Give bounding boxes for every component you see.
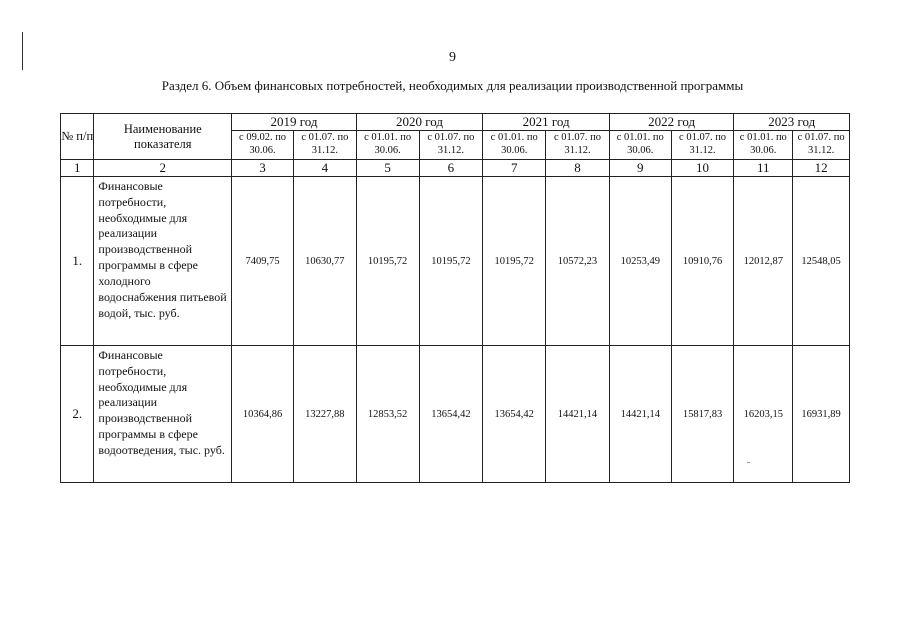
column-number: 9	[609, 160, 671, 177]
header-year: 2022 год	[609, 114, 734, 131]
value-cell: 12548,05	[793, 177, 850, 346]
header-year: 2020 год	[356, 114, 483, 131]
section-title: Раздел 6. Объем финансовых потребностей, необходимых для реализации производственной программы	[161, 78, 744, 93]
value-cell: 14421,14	[609, 346, 671, 483]
header-no: № п/п	[61, 114, 94, 160]
header-year: 2019 год	[232, 114, 357, 131]
header-year: 2023 год	[734, 114, 850, 131]
value-cell: 10253,49	[609, 177, 671, 346]
header-period: с 01.07. по 31.12.	[293, 131, 356, 160]
column-number: 10	[671, 160, 734, 177]
value-cell: 16931,89	[793, 346, 850, 483]
value-cell: 10910,76	[671, 177, 734, 346]
value-cell: 10195,72	[483, 177, 546, 346]
column-number: 2	[94, 160, 232, 177]
row-indicator-name: Финансовые потребности, необходимые для реализации производственной программы в сфере холодного водоснабжения питьевой водой, тыс. руб.	[94, 177, 232, 346]
table-row	[61, 177, 850, 346]
value-cell: 12853,52	[356, 346, 419, 483]
scan-speck	[747, 462, 750, 463]
header-period: с 01.07. по 31.12.	[671, 131, 734, 160]
column-number: 12	[793, 160, 850, 177]
row-number: 2.	[61, 346, 94, 483]
value-cell: 16203,15	[734, 346, 793, 483]
value-cell: 13654,42	[419, 346, 483, 483]
column-number: 5	[356, 160, 419, 177]
value-cell: 10195,72	[356, 177, 419, 346]
column-number: 7	[483, 160, 546, 177]
value-cell: 10630,77	[293, 177, 356, 346]
value-cell: 13654,42	[483, 346, 546, 483]
column-number: 8	[546, 160, 610, 177]
header-period: с 01.01. по 30.06.	[734, 131, 793, 160]
row-indicator-name: Финансовые потребности, необходимые для реализации производственной программы в сфере водоотведения, тыс. руб.	[94, 346, 232, 483]
column-number: 4	[293, 160, 356, 177]
column-number: 6	[419, 160, 483, 177]
value-cell: 12012,87	[734, 177, 793, 346]
column-number: 3	[232, 160, 294, 177]
value-cell: 10364,86	[232, 346, 294, 483]
header-period: с 01.01. по 30.06.	[356, 131, 419, 160]
column-number: 11	[734, 160, 793, 177]
value-cell: 14421,14	[546, 346, 610, 483]
header-period: с 01.07. по 31.12.	[793, 131, 850, 160]
page-number: 9	[449, 50, 456, 65]
header-period: с 01.01. по 30.06.	[609, 131, 671, 160]
header-name: Наименование показателя	[94, 114, 232, 160]
row-number: 1.	[61, 177, 94, 346]
value-cell: 10572,23	[546, 177, 610, 346]
value-cell: 10195,72	[419, 177, 483, 346]
column-number: 1	[61, 160, 94, 177]
header-period: с 01.07. по 31.12.	[546, 131, 610, 160]
value-cell: 13227,88	[293, 346, 356, 483]
header-period: с 01.01. по 30.06.	[483, 131, 546, 160]
value-cell: 7409,75	[232, 177, 294, 346]
table-row	[61, 346, 850, 483]
value-cell: 15817,83	[671, 346, 734, 483]
header-year: 2021 год	[483, 114, 610, 131]
column-number-row	[61, 160, 850, 177]
header-row-years	[61, 114, 850, 131]
header-period: с 09.02. по 30.06.	[232, 131, 294, 160]
financial-needs-table	[60, 113, 850, 483]
header-period: с 01.07. по 31.12.	[419, 131, 483, 160]
